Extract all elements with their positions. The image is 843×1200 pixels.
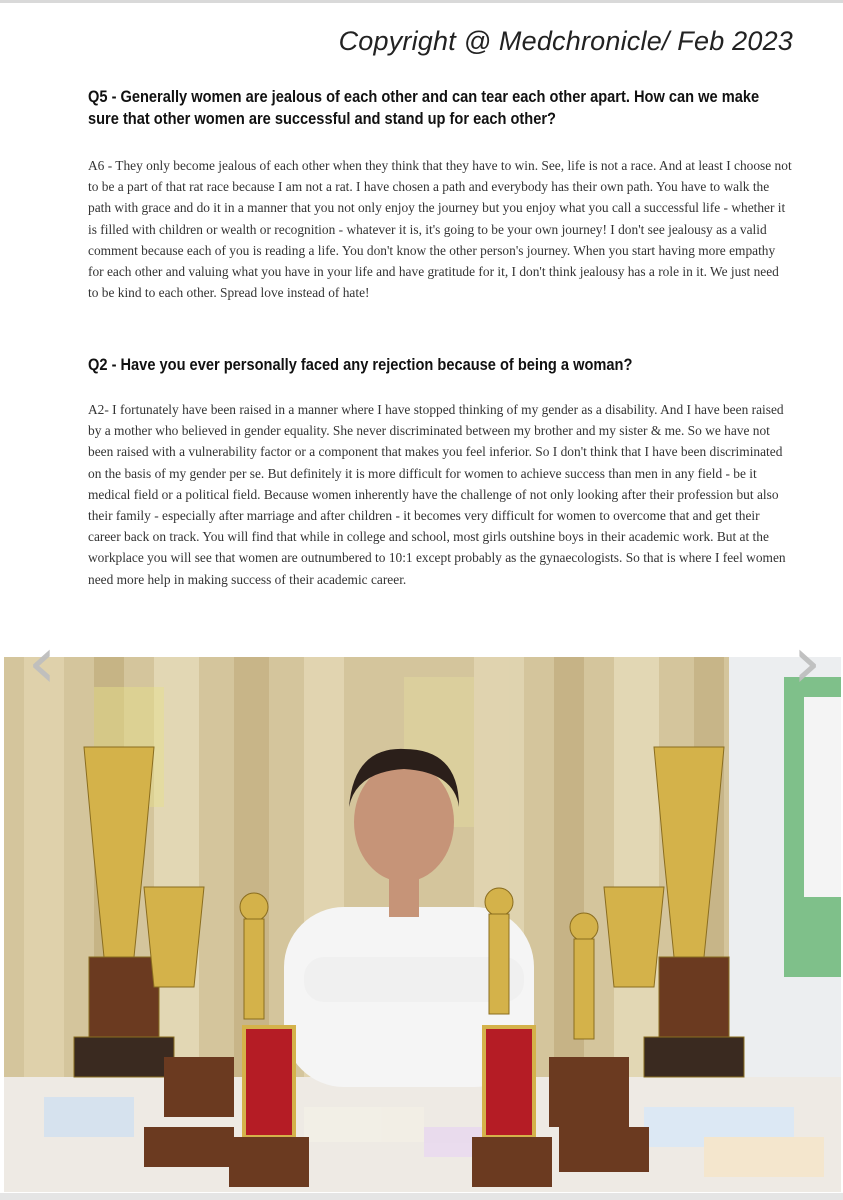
answer-a2: A2- I fortunately have been raised in a manner where I have stopped thinking of my gender as a disability. And I have been raised by a mother who believed in gender equality. She never discriminated between my brother and my sister & me. So we have not been raised with a vulnerability factor or a component that makes you feel inferior. So I don't think that I have been discriminated on the basis of my gender per se. But definitely it is more difficult for women to achieve success than men in any field - be it medical field or a political field. Because women inherently have the challenge of not only looking after their profession but also their family - especially after marriage and after children - it becomes very difficult for women to overcome that and get their career back on track. You will find that while in college and school, most girls outshine boys in their academic work. But at the workplace you will see that women are outnumbered to 10:1 except probably as the gynaecologists. So that is where I feel women need more help in making success of their academic career.: [88, 402, 786, 587]
question-q2: Q2 - Have you ever personally faced any rejection because of being a woman?: [88, 355, 633, 374]
answer-a6: A6 - They only become jealous of each other when they think that they have to win. See, life is not a race. And at least I choose not to be a part of that rat race because I am not a rat. I have chosen a path and everybody has their own path. You have to walk the path with grace and do it in a manner that you not only enjoy the journey but you enjoy what you call a successful life - whether it is filled with children or wealth or recognition - whatever it is, it's going to be your own journey! I don't see jealousy as a valid comment because each of you is reading a life. You don't know the other person's journey. When you start having more empathy for each other and valuing what you have in your life and have gratitude for it, I don't think jealousy has a role in it. We just need to be kind to each other. Spread love instead of hate!: [88, 158, 792, 301]
bottom-border: [0, 1193, 843, 1200]
question-q5: Q5 - Generally women are jealous of each other and can tear each other apart. How can we make sure that other women are successful and stand up for each other?: [88, 87, 760, 128]
top-border: [0, 0, 843, 3]
copyright-notice: Copyright @ Medchronicle/ Feb 2023: [338, 26, 793, 56]
trophy-photo: [4, 657, 841, 1192]
next-arrow-icon[interactable]: ›: [792, 620, 822, 704]
photo-illustration: [4, 657, 841, 1192]
previous-arrow-icon[interactable]: ‹: [27, 620, 57, 704]
